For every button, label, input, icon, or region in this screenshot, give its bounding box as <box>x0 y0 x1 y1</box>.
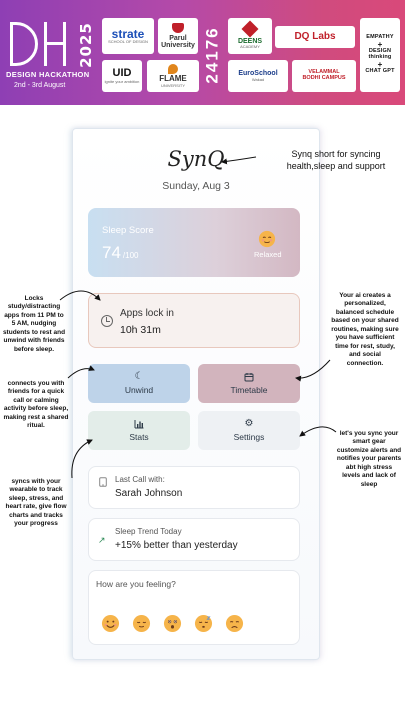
banner-dates: 2nd - 3rd August <box>14 82 66 89</box>
sponsor-euroschool-logo: EuroSchool Wakad <box>228 60 288 92</box>
sponsor-deens-logo: DEENS ACADEMY <box>228 18 272 54</box>
settings-label: Settings <box>233 432 265 442</box>
sponsor-dqlabs-logo: DQ Labs <box>275 26 355 48</box>
settings-button[interactable] <box>198 411 300 450</box>
surprised-face-icon[interactable] <box>163 614 182 633</box>
annotation-settings: let's you sync your smart gear customize alerts and notifies your parents abt high stress levels and lack of sleep <box>336 430 402 488</box>
sleep-mood-label: Relaxed <box>254 250 282 259</box>
timetable-label: Timetable <box>230 385 268 395</box>
hackathon-banner <box>0 0 405 105</box>
sponsor-parul-logo: Parul University <box>158 18 198 54</box>
stats-button[interactable] <box>88 411 190 450</box>
app-phone-mockup <box>72 128 320 660</box>
team-code: 24176 <box>203 26 222 84</box>
empathy-design-chatgpt-badge: EMPATHY + DESIGN thinking + CHAT GPT <box>360 18 400 92</box>
calendar-icon <box>244 372 254 382</box>
mood-question: How are you feeling? <box>96 579 176 589</box>
sleep-score-card[interactable] <box>88 208 300 277</box>
trending-up-icon: ↗ <box>98 535 106 545</box>
bar-chart-icon <box>134 419 144 429</box>
apps-lock-card[interactable] <box>88 293 300 348</box>
gear-icon: ⚙ <box>244 418 254 429</box>
stats-label: Stats <box>129 432 149 442</box>
mood-checkin-card <box>88 570 300 645</box>
phone-icon <box>99 477 107 487</box>
sleep-trend-value: +15% better than yesterday <box>115 540 238 551</box>
apps-lock-label: Apps lock in <box>120 308 174 319</box>
sleep-trend-label: Sleep Trend Today <box>115 527 182 536</box>
relaxed-face-icon <box>258 230 276 248</box>
last-call-name: Sarah Johnson <box>115 488 183 499</box>
sleepy-face-icon[interactable] <box>194 614 213 633</box>
sponsor-uid-logo: UID ignite your ambition <box>102 60 142 92</box>
sponsor-strate-logo: strate SCHOOL OF DESIGN <box>102 18 154 54</box>
app-title: SynQ <box>167 147 225 171</box>
annotation-synq: Synq short for syncing health,sleep and support <box>286 149 386 172</box>
moon-icon: ☾ <box>134 371 144 382</box>
apps-lock-time: 10h 31m <box>120 324 161 336</box>
mood-options <box>101 614 244 633</box>
timetable-button[interactable] <box>198 364 300 403</box>
annotation-unwind: connects you with friends for a quick call or calming activity before sleep, making rest a shared ritual. <box>3 380 69 430</box>
sponsor-velammal-logo: VELAMMAL BODHI CAMPUS <box>292 60 356 92</box>
annotation-ai-timetable: Your ai creates a personalized, balanced schedule based on your shared routines, making sure you have sufficient time for rest, study, and social connection. <box>331 292 399 367</box>
sleep-trend-card[interactable] <box>88 518 300 561</box>
clock-icon <box>101 315 113 327</box>
app-date: Sunday, Aug 3 <box>162 180 230 192</box>
sleep-score-value: 74 /100 <box>102 243 139 262</box>
last-call-card[interactable] <box>88 466 300 509</box>
sleep-score-label: Sleep Score <box>102 225 154 236</box>
banner-year: 2025 <box>77 22 95 68</box>
last-call-label: Last Call with: <box>115 475 165 484</box>
annotation-stats: syncs with your wearable to track sleep, stress, and heart rate, give flow charts and tracks your progress <box>5 478 67 528</box>
happy-face-icon[interactable] <box>101 614 120 633</box>
unwind-label: Unwind <box>124 385 154 395</box>
dh-logo <box>8 20 68 68</box>
unwind-button[interactable] <box>88 364 190 403</box>
sponsor-flame-logo: FLAME UNIVERSITY <box>147 60 199 92</box>
annotation-app-lock: Locks study/distracting apps from 11 PM to 5 AM, nudging students to rest and unwind with friends before sleep. <box>2 295 66 353</box>
relieved-face-icon[interactable] <box>132 614 151 633</box>
sad-face-icon[interactable] <box>225 614 244 633</box>
banner-title: DESIGN HACKATHON <box>6 70 90 79</box>
